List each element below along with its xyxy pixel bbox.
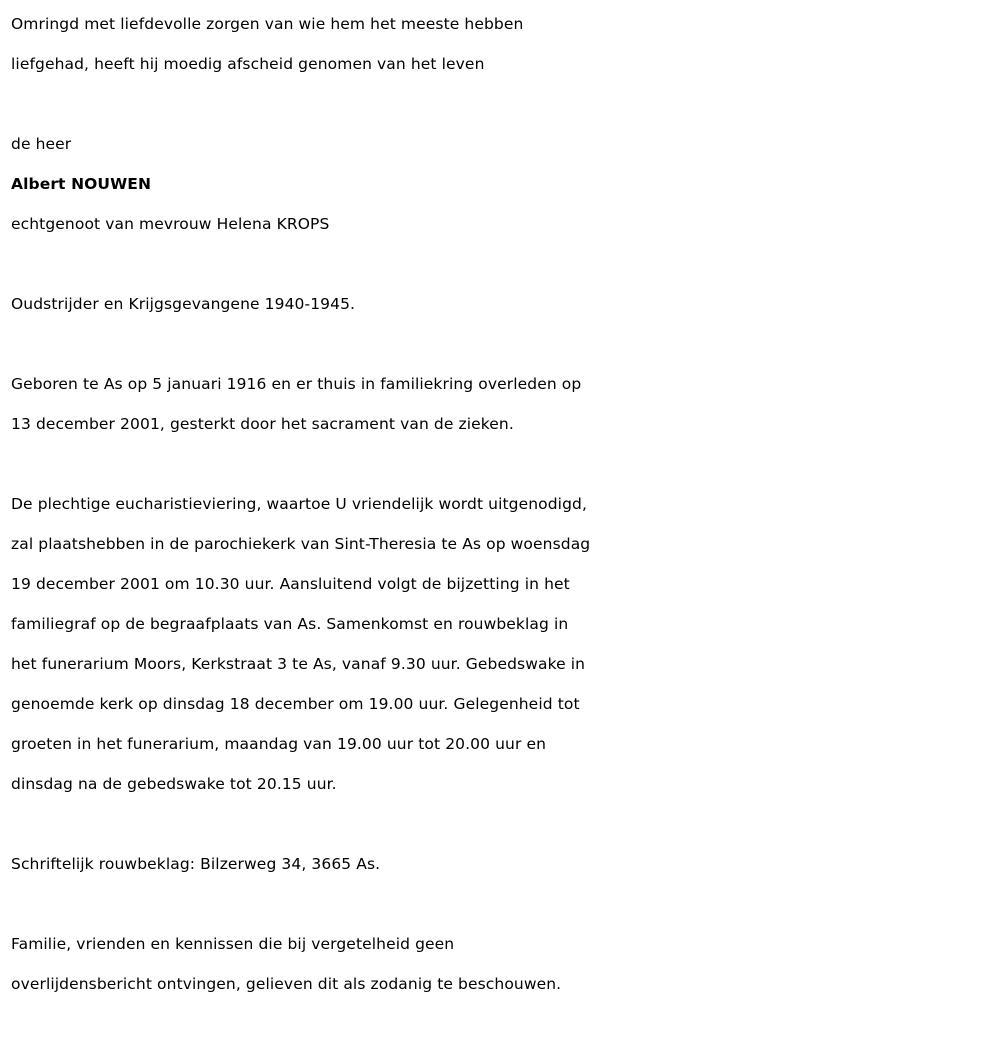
- salutation: de heer: [11, 135, 72, 153]
- ceremony-line: genoemde kerk op dinsdag 18 december om 19.00 uur. Gelegenheid tot: [11, 695, 580, 713]
- intro-line-2: liefgehad, heeft hij moedig afscheid genomen van het leven: [11, 55, 485, 73]
- deceased-name: Albert NOUWEN: [11, 175, 152, 193]
- ceremony-line: dinsdag na de gebedswake tot 20.15 uur.: [11, 775, 337, 793]
- spacer: [11, 884, 996, 924]
- closing-line-2: overlijdensbericht ontvingen, gelieven dit als zodanig te beschouwen.: [11, 975, 562, 993]
- ceremony-line: 19 december 2001 om 10.30 uur. Aansluitend volgt de bijzetting in het: [11, 575, 570, 593]
- spacer: [11, 84, 996, 124]
- closing-line-1: Familie, vrienden en kennissen die bij vergetelheid geen: [11, 935, 455, 953]
- spouse-line: echtgenoot van mevrouw Helena KROPS: [11, 215, 330, 233]
- ceremony-line: groeten in het funerarium, maandag van 19.00 uur tot 20.00 uur en: [11, 735, 547, 753]
- spacer: [11, 804, 996, 844]
- obituary-notice: [11, 4, 996, 1004]
- ceremony-line: De plechtige eucharistieviering, waartoe U vriendelijk wordt uitgenodigd,: [11, 495, 587, 513]
- spacer: [11, 324, 996, 364]
- ceremony-line: het funerarium Moors, Kerkstraat 3 te As, vanaf 9.30 uur. Gebedswake in: [11, 655, 586, 673]
- condolence-address: Schriftelijk rouwbeklag: Bilzerweg 34, 3665 As.: [11, 855, 381, 873]
- veteran-line: Oudstrijder en Krijgsgevangene 1940-1945.: [11, 295, 356, 313]
- intro-line-1: Omringd met liefdevolle zorgen van wie hem het meeste hebben: [11, 15, 524, 33]
- birth-death-line-1: Geboren te As op 5 januari 1916 en er thuis in familiekring overleden op: [11, 375, 582, 393]
- spacer: [11, 244, 996, 284]
- birth-death-line-2: 13 december 2001, gesterkt door het sacrament van de zieken.: [11, 415, 514, 433]
- ceremony-line: familiegraf op de begraafplaats van As. Samenkomst en rouwbeklag in: [11, 615, 569, 633]
- ceremony-line: zal plaatshebben in de parochiekerk van Sint-Theresia te As op woensdag: [11, 535, 591, 553]
- spacer: [11, 444, 996, 484]
